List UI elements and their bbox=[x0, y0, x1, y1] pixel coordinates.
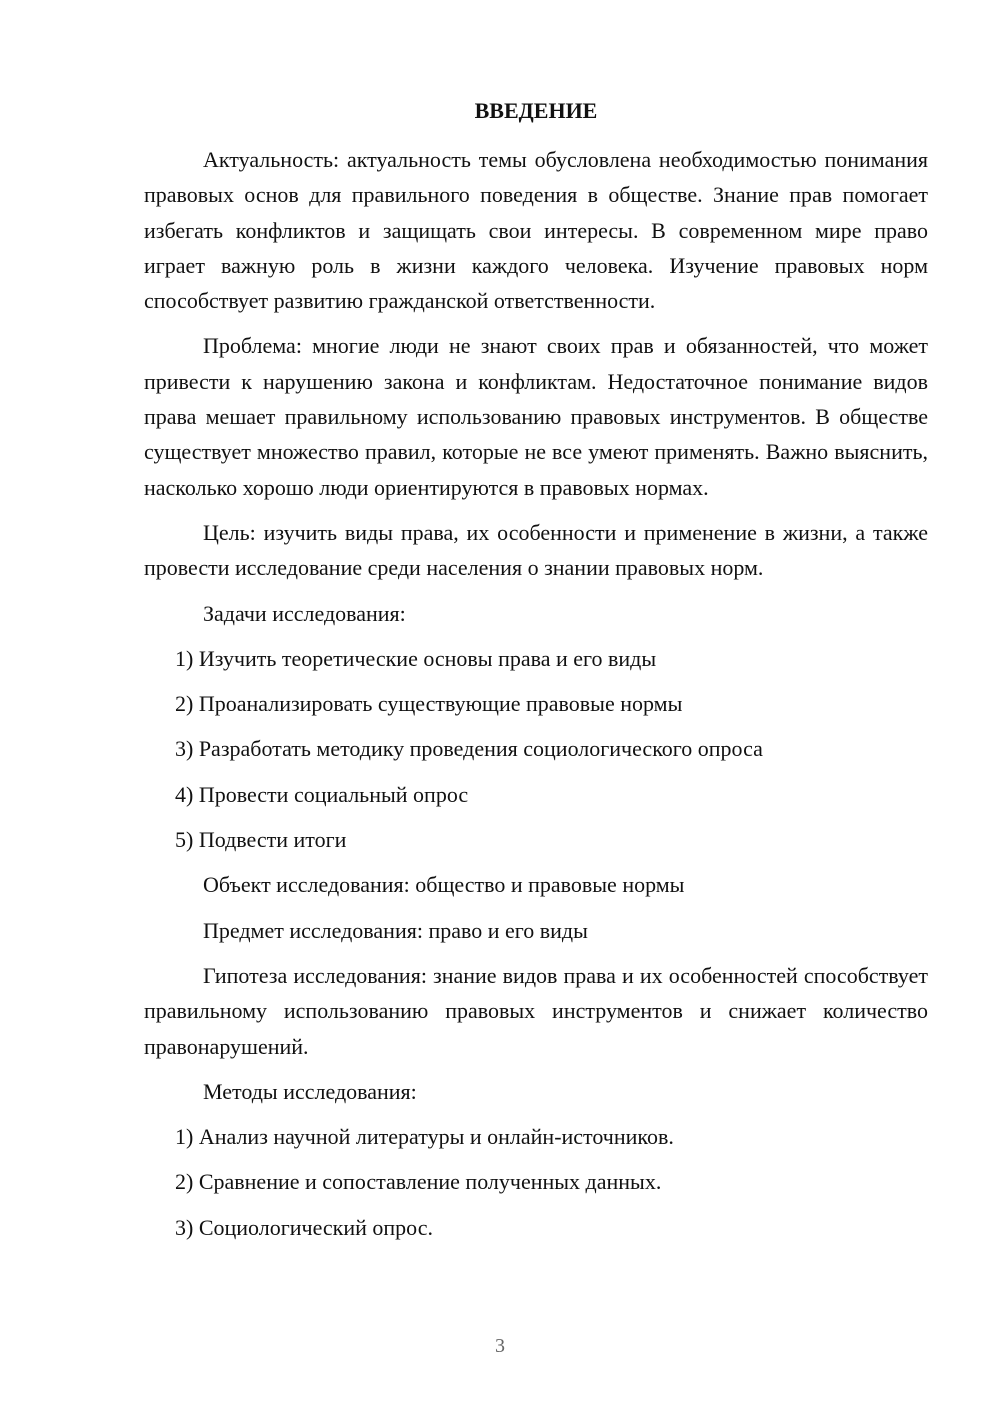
methods-list bbox=[144, 1119, 928, 1245]
object-paragraph: Объект исследования: общество и правовые нормы bbox=[203, 872, 685, 898]
task-item: 4) Провести социальный опрос bbox=[175, 781, 469, 807]
method-item: 3) Социологический опрос. bbox=[175, 1214, 433, 1240]
document-body bbox=[144, 142, 928, 1255]
task-item: 2) Проанализировать существующие правовые нормы bbox=[175, 691, 683, 717]
goal-paragraph: Цель: изучить виды права, их особенности и применение в жизни, а также провести исследование среди населения о знании правовых норм. bbox=[144, 519, 928, 581]
methods-heading: Методы исследования: bbox=[203, 1078, 417, 1104]
subject-paragraph: Предмет исследования: право и его виды bbox=[203, 917, 588, 943]
tasks-heading: Задачи исследования: bbox=[203, 600, 406, 626]
task-item: 5) Подвести итоги bbox=[175, 827, 347, 853]
task-item: 3) Разработать методику проведения социологического опроса bbox=[175, 736, 763, 762]
tasks-list bbox=[144, 641, 928, 857]
method-item: 2) Сравнение и сопоставление полученных данных. bbox=[175, 1169, 662, 1195]
problem-paragraph: Проблема: многие люди не знают своих прав и обязанностей, что может привести к нарушению закона и конфликтам. Недостаточное понимание видов права мешает правильному использованию правовых инструментов. В обществе существует множество правил, которые не все умеют применять. Важно выяснить, насколько хорошо люди ориентируются в правовых нормах. bbox=[144, 333, 928, 500]
method-item: 1) Анализ научной литературы и онлайн-источников. bbox=[175, 1124, 674, 1150]
relevance-paragraph: Актуальность: актуальность темы обусловлена необходимостью понимания правовых основ для правильного поведения в обществе. Знание прав помогает избегать конфликтов и защищать свои интересы. В современном мире право играет важную роль в жизни каждого человека. Изучение правовых норм способствует развитию гражданской ответственности. bbox=[144, 147, 928, 314]
page-number: 3 bbox=[495, 1335, 505, 1357]
hypothesis-paragraph: Гипотеза исследования: знание видов права и их особенностей способствует правильному использованию правовых инструментов и снижает количество правонарушений. bbox=[144, 962, 928, 1059]
page-title: ВВЕДЕНИЕ bbox=[474, 98, 598, 123]
task-item: 1) Изучить теоретические основы права и его виды bbox=[175, 645, 657, 671]
